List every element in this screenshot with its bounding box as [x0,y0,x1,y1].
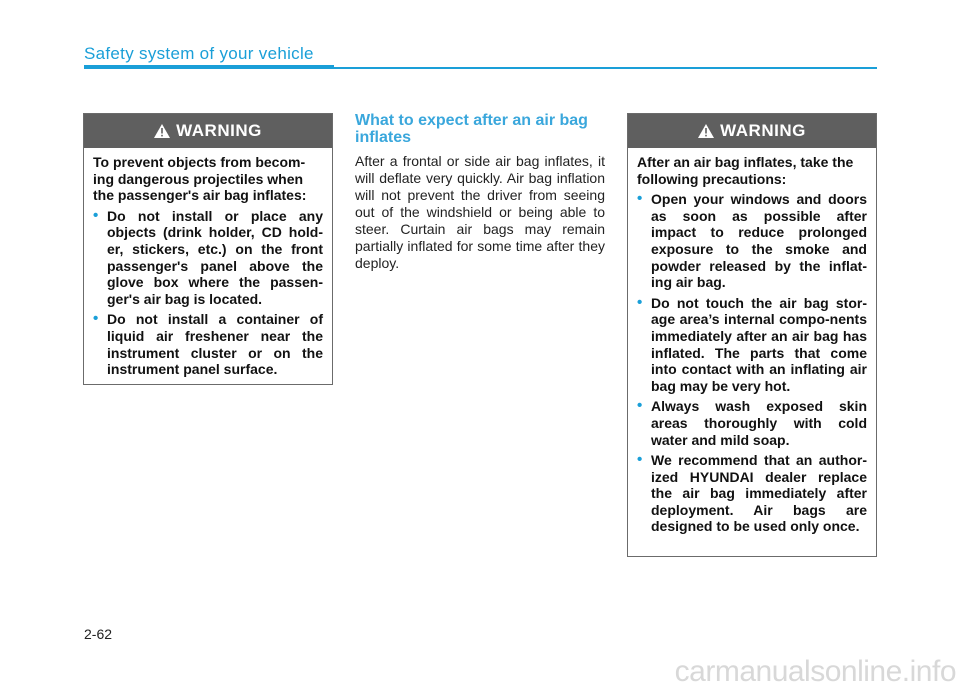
list-item: • Open your windows and doors as soon as possible after impact to reduce prolonged exposure to the smoke and powder released by the inflat-ing air bag. [637,190,867,291]
page-number: 2-62 [84,626,113,642]
bullet-icon: • [93,310,99,328]
right-warning-intro: After an air bag inflates, take the following precautions: [637,154,854,187]
section-body: After a frontal or side air bag inflates, it will deflate very quickly. Air bag inflation will not prevent the driver from seeing out of the windshield or being able to steer. Curtain air bags may remain partially inflated for some time after they deploy. [355,153,605,271]
warning-triangle-icon [154,124,170,138]
list-item: • Do not touch the air bag stor-age area’s internal compo-nents immediately after an air bag has inflated. The parts that come into contact with an inflating air bag may be very hot. [637,293,867,394]
right-warning-header [628,114,876,148]
right-warning-heading: WARNING [720,121,806,140]
section-heading: What to expect after an air bag inflates [355,112,588,146]
bullet-icon: • [637,293,643,311]
right-warning-box [627,113,877,557]
header-title: Safety system of your vehicle [84,44,314,63]
left-warning-box [83,113,333,385]
bullet-icon: • [93,206,99,224]
list-item: • Always wash exposed skin areas thoroughly with cold water and mild soap. [637,397,867,448]
left-warning-heading: WARNING [176,121,262,140]
bullet-icon: • [637,190,643,208]
header-rule-thin [334,67,877,69]
left-warning-list [93,208,323,378]
left-warning-body [84,148,332,390]
right-warning-body [628,148,876,547]
watermark: carmanualsonline.info [674,655,956,688]
bullet-icon: • [637,451,643,469]
right-warning-list [637,191,867,535]
bullet-icon: • [637,397,643,415]
header-rule-thick [84,65,334,69]
warning-triangle-icon [698,124,714,138]
left-warning-intro: To prevent objects from becom-ing dangerous projectiles when the passenger's air bag inflates: [93,154,307,204]
list-item: • Do not install a container of liquid air freshener near the instrument cluster or on the instrument panel surface. [93,310,323,378]
list-item: • Do not install or place any objects (drink holder, CD hold-er, stickers, etc.) on the front passenger's panel above the glove box where the passen-ger's air bag is located. [93,206,323,307]
left-warning-header [84,114,332,148]
list-item: • We recommend that an author-ized HYUNDAI dealer replace the air bag immediately after deployment. Air bags are designed to be used only once. [637,451,867,535]
